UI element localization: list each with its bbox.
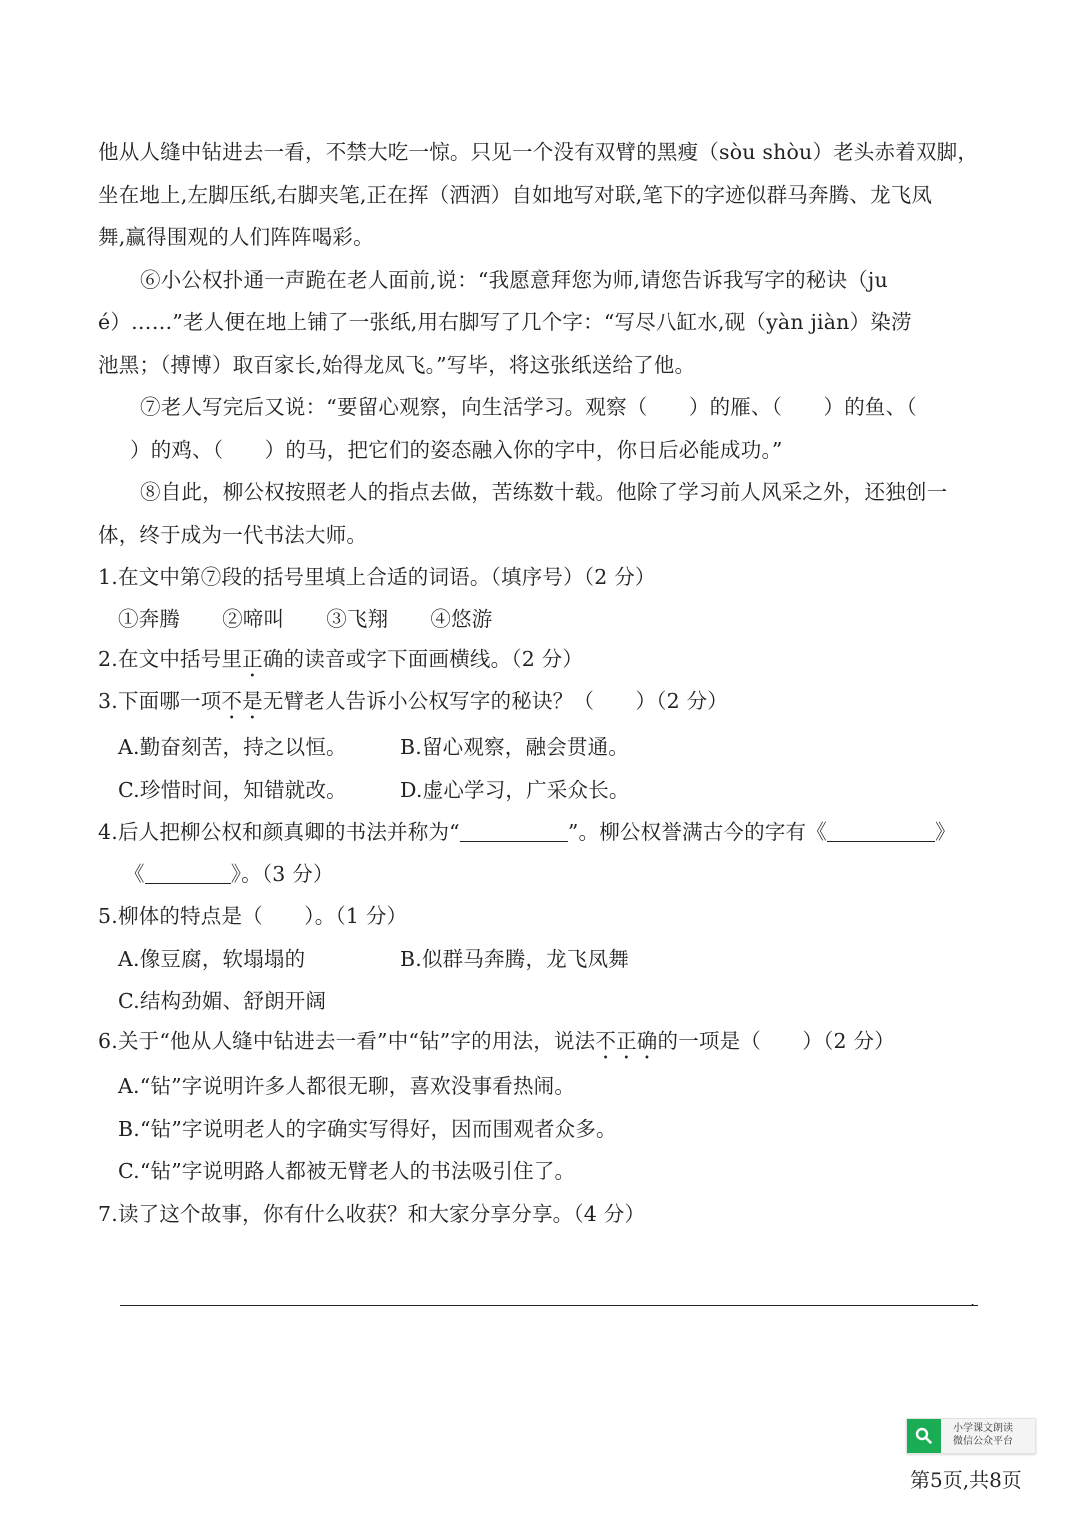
passage-line: ）的鸡、（ ）的马，把它们的姿态融入你的字中，你日后必能成功。” (130, 438, 783, 462)
q3-option-b: B.留心观察，融会贯通。 (400, 735, 629, 759)
q1-option: ②啼叫 (222, 607, 285, 631)
answer-blank[interactable] (460, 821, 568, 842)
badge-text: 小学课文朗读 微信公众平台 (953, 1423, 1013, 1447)
passage-line: é）……”老人便在地上铺了一张纸,用右脚写了几个字：“写尽八缸水,砚（yàn jiàn）染涝 (98, 310, 912, 334)
q3-option-d: D.虚心学习，广采众长。 (400, 778, 630, 802)
question-4: 4.后人把柳公权和颜真卿的书法并称为“ ”。柳公权誉满古今的字有《 》 (98, 820, 956, 844)
question-7: 7.读了这个故事，你有什么收获？和大家分享分享。（4 分） (98, 1202, 646, 1226)
passage-line: 池黑；（搏博）取百家长,始得龙凤飞。”写毕，将这张纸送给了他。 (98, 353, 696, 377)
question-5: 5.柳体的特点是（ ）。（1 分） (98, 904, 408, 928)
question-4-cont: 《 》。（3 分） (124, 862, 334, 886)
answer-line[interactable] (120, 1305, 978, 1306)
q6-option-b: B.“钻”字说明老人的字确实写得好，因而围观者众多。 (118, 1117, 617, 1141)
q3-option-c: C.珍惜时间，知错就改。 (118, 778, 347, 802)
passage-line: 他从人缝中钻进去一看，不禁大吃一惊。只见一个没有双臂的黑瘦（sòu shòu）老头赤着双脚， (98, 140, 979, 164)
passage-line: ⑦老人写完后又说：“要留心观察，向生活学习。观察（ ）的雁、（ ）的鱼、（ (140, 395, 917, 419)
emphasis-text: 不是 (221, 689, 263, 713)
answer-end-mark: . (970, 1291, 976, 1310)
question-2: 2.在文中括号里正确的读音或字下面画横线。（2 分） (98, 647, 584, 671)
emphasis-text: 不正确 (595, 1029, 658, 1053)
passage-line: 坐在地上,左脚压纸,右脚夹笔,正在挥（洒洒）自如地写对联,笔下的字迹似群马奔腾、龙飞凤 (98, 183, 933, 207)
q5-option-a: A.像豆腐，软塌塌的 (118, 947, 306, 971)
passage-line: 体，终于成为一代书法大师。 (98, 523, 368, 547)
q1-option: ③飞翔 (326, 607, 389, 631)
question-3: 3.下面哪一项不是无臂老人告诉小公权写字的秘诀？（ ）（2 分） (98, 689, 728, 713)
question-6: 6.关于“他从人缝中钻进去一看”中“钻”字的用法，说法不正确的一项是（ ）（2 分） (98, 1029, 895, 1053)
wechat-badge (906, 1418, 1036, 1454)
q6-option-a: A.“钻”字说明许多人都很无聊，喜欢没事看热闹。 (118, 1074, 576, 1098)
answer-blank[interactable] (145, 863, 231, 884)
q1-option: ①奔腾 (118, 607, 181, 631)
search-icon (907, 1419, 941, 1453)
page-number: 第5页,共8页 (910, 1468, 1022, 1492)
q3-option-a: A.勤奋刻苦，持之以恒。 (118, 735, 347, 759)
q1-option: ④悠游 (430, 607, 493, 631)
emphasis-text: 正 (242, 647, 263, 671)
question-1: 1.在文中第⑦段的括号里填上合适的词语。（填序号）（2 分） (98, 565, 656, 589)
q5-option-b: B.似群马奔腾，龙飞凤舞 (400, 947, 629, 971)
passage-line: ⑧自此，柳公权按照老人的指点去做，苦练数十载。他除了学习前人风采之外，还独创一 (140, 480, 948, 504)
q5-option-c: C.结构劲媚、舒朗开阔 (118, 989, 327, 1013)
passage-line: ⑥小公权扑通一声跪在老人面前,说：“我愿意拜您为师,请您告诉我写字的秘诀（ju (140, 268, 888, 292)
passage-line: 舞,赢得围观的人们阵阵喝彩。 (98, 225, 374, 249)
answer-blank[interactable] (827, 821, 935, 842)
q1-options (118, 605, 492, 633)
q6-option-c: C.“钻”字说明路人都被无臂老人的书法吸引住了。 (118, 1159, 576, 1183)
